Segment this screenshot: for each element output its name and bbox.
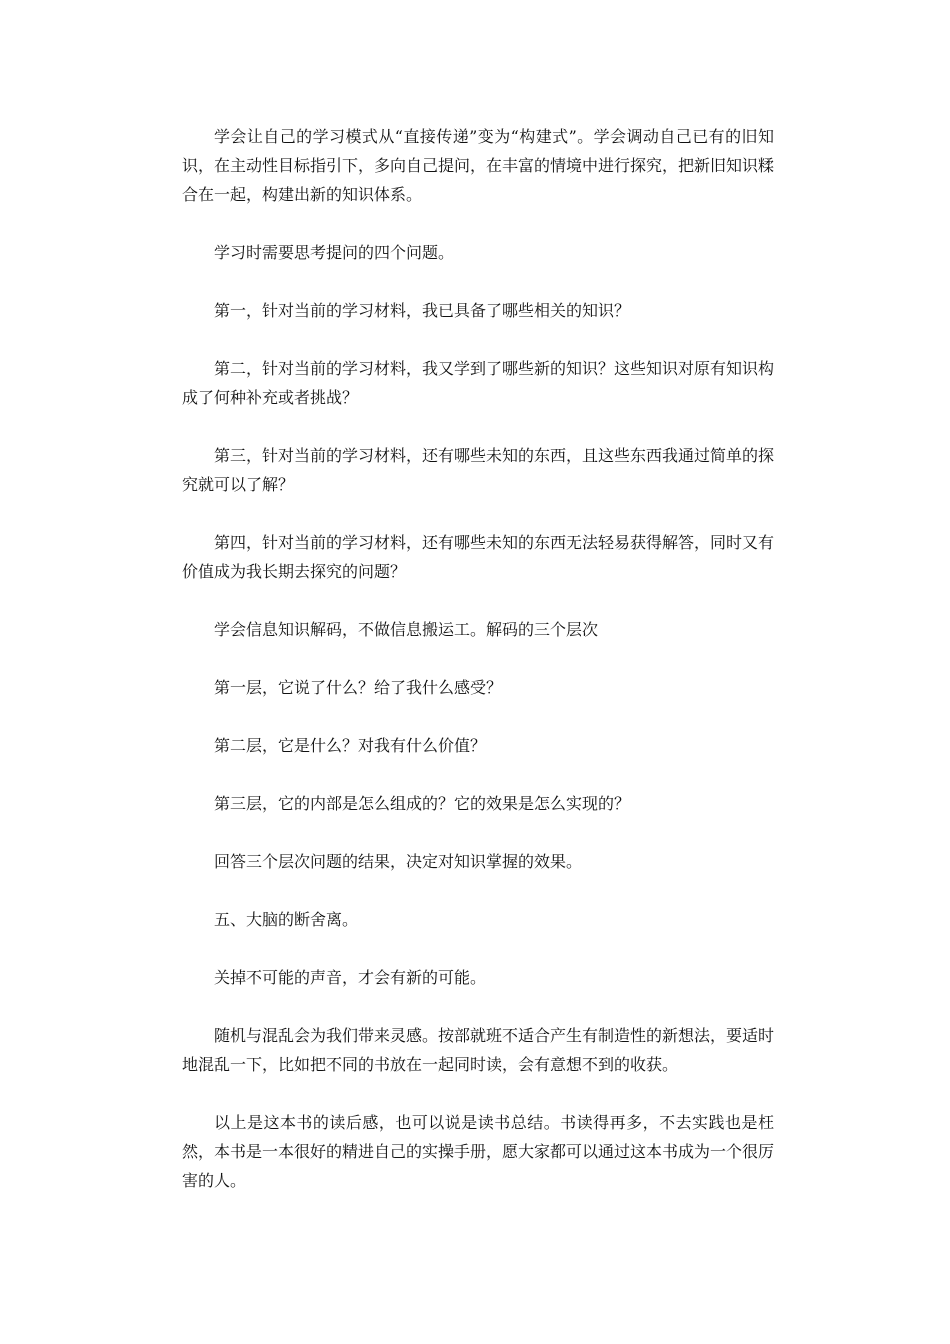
paragraph-question-three: 第三，针对当前的学习材料，还有哪些未知的东西，且这些东西我通过简单的探究就可以了解？ xyxy=(182,446,775,494)
document-body xyxy=(182,122,774,1224)
paragraph-level-one: 第一层，它说了什么？给了我什么感受？ xyxy=(214,678,503,697)
paragraph-four-questions-intro: 学习时需要思考提问的四个问题。 xyxy=(214,243,455,262)
paragraph-question-one: 第一，针对当前的学习材料，我已具备了哪些相关的知识？ xyxy=(214,301,631,320)
paragraph-constructive-learning: 学会让自己的学习模式从“直接传递”变为“构建式”。学会调动自己已有的旧知识，在主动性目标指引下，多向自己提问，在丰富的情境中进行探究，把新旧知识糅合在一起，构建出新的知识体系。 xyxy=(182,127,775,204)
paragraph-level-two: 第二层，它是什么？对我有什么价值？ xyxy=(214,736,487,755)
paragraph-levels-result: 回答三个层次问题的结果，决定对知识掌握的效果。 xyxy=(214,852,583,871)
paragraph-randomness-inspiration: 随机与混乱会为我们带来灵感。按部就班不适合产生有制造性的新想法，要适时地混乱一下，比如把不同的书放在一起同时读，会有意想不到的收获。 xyxy=(182,1026,775,1074)
paragraph-level-three: 第三层，它的内部是怎么组成的？它的效果是怎么实现的？ xyxy=(214,794,631,813)
paragraph-conclusion: 以上是这本书的读后感，也可以说是读书总结。书读得再多，不去实践也是枉然，本书是一本很好的精进自己的实操手册，愿大家都可以通过这本书成为一个很厉害的人。 xyxy=(182,1113,775,1190)
paragraph-question-two: 第二，针对当前的学习材料，我又学到了哪些新的知识？这些知识对原有知识构成了何种补充或者挑战？ xyxy=(182,359,775,407)
paragraph-question-four: 第四，针对当前的学习材料，还有哪些未知的东西无法轻易获得解答，同时又有价值成为我长期去探究的问题？ xyxy=(182,533,775,581)
paragraph-new-possibility: 关掉不可能的声音，才会有新的可能。 xyxy=(214,968,487,987)
paragraph-decoding-intro: 学会信息知识解码，不做信息搬运工。解码的三个层次 xyxy=(214,620,599,639)
paragraph-section-five-heading: 五、大脑的断舍离。 xyxy=(214,910,359,929)
